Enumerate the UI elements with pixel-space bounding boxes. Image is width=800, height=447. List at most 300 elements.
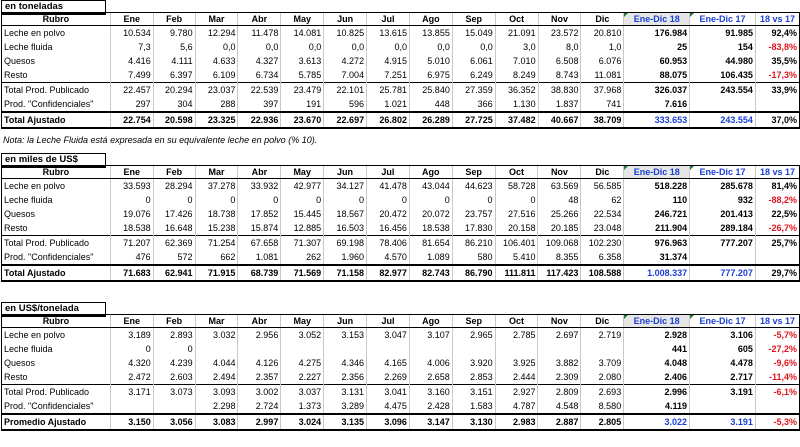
table-row <box>2 193 800 207</box>
cell-value: 4.548 <box>538 399 581 414</box>
cell-variation: -27,2% <box>755 342 799 356</box>
cell-value: 0,0 <box>409 40 452 54</box>
cell-value: 20.294 <box>153 83 195 98</box>
cell-value: 19.076 <box>110 207 153 221</box>
cell-value: 0 <box>195 193 238 207</box>
cell-value: 13.855 <box>409 26 452 41</box>
cell-value: 16.648 <box>153 221 195 236</box>
cell-ytd-18: 4.119 <box>624 399 690 414</box>
cell-value: 2.965 <box>452 328 495 343</box>
cell-value: 2.785 <box>495 328 538 343</box>
cell-ytd-17: 44.980 <box>690 54 756 68</box>
cell-value: 397 <box>238 97 281 112</box>
column-header: Nov <box>538 13 581 26</box>
cell-ytd-18: 2.406 <box>624 370 690 385</box>
cell-value: 580 <box>452 250 495 265</box>
column-header: 18 vs 17 <box>755 315 799 328</box>
cell-value: 0,0 <box>452 40 495 54</box>
cell-value: 0 <box>452 193 495 207</box>
cell-variation: -88,2% <box>755 193 799 207</box>
cell-value: 7.251 <box>367 68 410 83</box>
cell-value: 71.915 <box>195 265 238 281</box>
cell-variation: 33,9% <box>755 83 799 98</box>
column-header: Ene <box>110 13 153 26</box>
cell-value: 10.534 <box>110 26 153 41</box>
row-label: Leche en polvo <box>2 26 111 41</box>
cell-variation: 22,5% <box>755 207 799 221</box>
table-row <box>2 342 800 356</box>
cell-value: 2.227 <box>281 370 324 385</box>
cell-value: 0,0 <box>324 40 367 54</box>
cell-value: 36.352 <box>495 83 538 98</box>
cell-value: 2.603 <box>153 370 195 385</box>
cell-value: 14.081 <box>281 26 324 41</box>
column-header: Abr <box>238 315 281 328</box>
cell-value: 22.534 <box>581 207 624 221</box>
cell-value: 3.096 <box>367 414 410 430</box>
cell-value: 22.936 <box>238 112 281 128</box>
row-label: Resto <box>2 221 111 236</box>
cell-value: 6.734 <box>238 68 281 83</box>
cell-value: 3.920 <box>452 356 495 370</box>
cell-value: 20.598 <box>153 112 195 128</box>
cell-ytd-17: 154 <box>690 40 756 54</box>
cell-value: 8.743 <box>538 68 581 83</box>
cell-value: 3.160 <box>409 385 452 400</box>
cell-value: 67.658 <box>238 236 281 251</box>
cell-value: 111.811 <box>495 265 538 281</box>
column-header: Sep <box>452 315 495 328</box>
cell-value: 48 <box>538 193 581 207</box>
cell-value: 12.294 <box>195 26 238 41</box>
cell-value <box>367 342 410 356</box>
cell-value: 2.269 <box>367 370 410 385</box>
header-row <box>2 315 800 328</box>
cell-ytd-18: 25 <box>624 40 690 54</box>
cell-value: 3.002 <box>238 385 281 400</box>
cell-ytd-18: 211.904 <box>624 221 690 236</box>
cell-value: 58.728 <box>495 179 538 194</box>
table-row <box>2 236 800 251</box>
cell-value: 2.298 <box>195 399 238 414</box>
cell-ytd-17: 285.678 <box>690 179 756 194</box>
cell-variation: -6,1% <box>755 385 799 400</box>
cell-value: 3.130 <box>452 414 495 430</box>
cell-ytd-17 <box>690 97 756 112</box>
table-row <box>2 250 800 265</box>
cell-value: 6.109 <box>195 68 238 83</box>
cell-value: 2.494 <box>195 370 238 385</box>
cell-value: 7.004 <box>324 68 367 83</box>
cell-value: 0 <box>324 193 367 207</box>
cell-value: 3.032 <box>195 328 238 343</box>
cell-ytd-17: 605 <box>690 342 756 356</box>
cell-value: 71.307 <box>281 236 324 251</box>
cell-value: 21.091 <box>495 26 538 41</box>
cell-value: 71.683 <box>110 265 153 281</box>
row-label: Leche fluida <box>2 193 111 207</box>
cell-value: 34.127 <box>324 179 367 194</box>
cell-ytd-17: 2.717 <box>690 370 756 385</box>
column-header: Dic <box>581 13 624 26</box>
cell-value: 2.853 <box>452 370 495 385</box>
cell-value: 38.830 <box>538 83 581 98</box>
cell-value: 0,0 <box>195 40 238 54</box>
cell-value: 2.983 <box>495 414 538 430</box>
cell-value: 3.151 <box>452 385 495 400</box>
cell-value: 3,0 <box>495 40 538 54</box>
column-header: May <box>281 166 324 179</box>
cell-value: 4.787 <box>495 399 538 414</box>
cell-value: 37.482 <box>495 112 538 128</box>
column-header: Sep <box>452 13 495 26</box>
cell-value: 2.893 <box>153 328 195 343</box>
cell-value: 28.294 <box>153 179 195 194</box>
cell-ytd-18: 976.963 <box>624 236 690 251</box>
row-label: Leche fluida <box>2 342 111 356</box>
column-header: Ago <box>409 13 452 26</box>
cell-value: 8.355 <box>538 250 581 265</box>
cell-variation <box>755 399 799 414</box>
column-header: Jun <box>324 315 367 328</box>
cell-variation <box>755 97 799 112</box>
cell-value: 2.956 <box>238 328 281 343</box>
cell-value: 1.960 <box>324 250 367 265</box>
column-header: Jul <box>367 13 410 26</box>
cell-ytd-17: 201.413 <box>690 207 756 221</box>
cell-value: 4.111 <box>153 54 195 68</box>
cell-value: 10.825 <box>324 26 367 41</box>
cell-value: 4.006 <box>409 356 452 370</box>
cell-value: 27.516 <box>495 207 538 221</box>
header-row <box>2 166 800 179</box>
cell-value: 304 <box>153 97 195 112</box>
cell-value: 366 <box>452 97 495 112</box>
column-header: Rubro <box>2 166 111 179</box>
cell-value: 1.837 <box>538 97 581 112</box>
cell-value: 3.925 <box>495 356 538 370</box>
cell-value: 7.499 <box>110 68 153 83</box>
cell-ytd-18: 110 <box>624 193 690 207</box>
cell-value: 102.230 <box>581 236 624 251</box>
column-header: May <box>281 13 324 26</box>
cell-variation: -5,3% <box>755 414 799 430</box>
cell-value <box>495 342 538 356</box>
cell-value: 662 <box>195 250 238 265</box>
cell-variation: 29,7% <box>755 265 799 281</box>
cell-ytd-18: 2.928 <box>624 328 690 343</box>
cell-value: 2.444 <box>495 370 538 385</box>
cell-value: 15.049 <box>452 26 495 41</box>
column-header: Jun <box>324 166 367 179</box>
cell-value: 82.743 <box>409 265 452 281</box>
cell-value: 16.456 <box>366 221 409 236</box>
cell-value: 4.239 <box>153 356 195 370</box>
column-header: Nov <box>538 315 581 328</box>
cell-value: 22.457 <box>110 83 153 98</box>
cell-value: 0 <box>495 193 538 207</box>
column-header: Ene-Dic 18 <box>624 13 690 26</box>
column-header: May <box>281 315 324 328</box>
cell-value: 12.885 <box>281 221 324 236</box>
row-label: Leche fluida <box>2 40 111 54</box>
cell-value: 3.135 <box>324 414 367 430</box>
cell-ytd-17 <box>690 399 756 414</box>
cell-value: 3.153 <box>324 328 367 343</box>
cell-value: 86.210 <box>452 236 495 251</box>
cell-value: 4.320 <box>110 356 153 370</box>
cell-value: 62 <box>581 193 624 207</box>
cell-value: 2.357 <box>238 370 281 385</box>
cell-value <box>153 399 195 414</box>
cell-variation <box>755 250 799 265</box>
cell-value: 13.615 <box>367 26 410 41</box>
cell-value: 3.047 <box>367 328 410 343</box>
column-header: Rubro <box>2 13 111 26</box>
cell-value: 42.977 <box>281 179 324 194</box>
cell-value: 3.107 <box>409 328 452 343</box>
cell-value: 448 <box>409 97 452 112</box>
cell-value: 86.790 <box>452 265 495 281</box>
row-label: Quesos <box>2 356 111 370</box>
cell-value: 82.977 <box>366 265 409 281</box>
cell-value: 3.073 <box>153 385 195 400</box>
table-row <box>2 83 800 98</box>
cell-value: 6.076 <box>581 54 624 68</box>
cell-value: 11.478 <box>238 26 281 41</box>
cell-value: 33.932 <box>238 179 281 194</box>
cell-value: 3.709 <box>581 356 624 370</box>
cell-value: 117.423 <box>538 265 581 281</box>
row-label: Leche en polvo <box>2 328 111 343</box>
cell-value: 3.052 <box>281 328 324 343</box>
cell-value: 20.472 <box>366 207 409 221</box>
row-label: Leche en polvo <box>2 179 111 194</box>
cell-value: 20.158 <box>495 221 538 236</box>
cell-value: 0 <box>409 193 452 207</box>
cell-variation: -83,8% <box>755 40 799 54</box>
cell-value: 109.068 <box>538 236 581 251</box>
cell-variation: 25,7% <box>755 236 799 251</box>
cell-value: 38.709 <box>581 112 624 128</box>
cell-value: 71.254 <box>195 236 238 251</box>
column-header: Ene-Dic 18 <box>624 315 690 328</box>
cell-value: 1,0 <box>581 40 624 54</box>
cell-value: 6.249 <box>452 68 495 83</box>
cell-value: 4.416 <box>110 54 153 68</box>
cell-value: 62.369 <box>153 236 195 251</box>
cell-ytd-18: 3.022 <box>624 414 690 430</box>
cell-value: 15.874 <box>238 221 281 236</box>
cell-ytd-17: 4.478 <box>690 356 756 370</box>
cell-value: 23.572 <box>538 26 581 41</box>
cell-ytd-18: 4.048 <box>624 356 690 370</box>
row-label: Total Prod. Publicado <box>2 83 111 98</box>
cell-value: 6.358 <box>581 250 624 265</box>
cell-value: 8.580 <box>581 399 624 414</box>
column-header: Ene <box>110 166 153 179</box>
cell-value: 3.083 <box>195 414 238 430</box>
cell-value: 16.503 <box>324 221 367 236</box>
cell-ytd-17: 932 <box>690 193 756 207</box>
column-header: Jul <box>367 315 410 328</box>
cell-value: 20.810 <box>581 26 624 41</box>
cell-value: 23.479 <box>281 83 324 98</box>
cell-value: 37.278 <box>195 179 238 194</box>
cell-value: 0 <box>110 193 153 207</box>
cell-value: 68.739 <box>238 265 281 281</box>
cell-value: 3.056 <box>153 414 195 430</box>
row-label: Total Ajustado <box>2 112 111 128</box>
data-table <box>1 12 800 129</box>
cell-value: 18.538 <box>409 221 452 236</box>
cell-value: 44.623 <box>452 179 495 194</box>
cell-ytd-17: 3.106 <box>690 328 756 343</box>
cell-value: 9.780 <box>153 26 195 41</box>
cell-value: 1.373 <box>281 399 324 414</box>
section-title: en US$/tonelada <box>1 302 106 317</box>
cell-value: 26.289 <box>409 112 452 128</box>
cell-value: 2.927 <box>495 385 538 400</box>
cell-value: 297 <box>110 97 153 112</box>
cell-value: 63.569 <box>538 179 581 194</box>
cell-value: 0 <box>153 342 195 356</box>
cell-ytd-17: 289.184 <box>690 221 756 236</box>
cell-value <box>195 342 238 356</box>
column-header: Ene <box>110 315 153 328</box>
cell-ytd-18: 31.374 <box>624 250 690 265</box>
cell-value: 23.670 <box>281 112 324 128</box>
column-header: Oct <box>495 13 538 26</box>
cell-ytd-18: 518.228 <box>624 179 690 194</box>
column-header: Ago <box>409 166 452 179</box>
cell-value: 5.785 <box>281 68 324 83</box>
cell-value: 3.093 <box>195 385 238 400</box>
cell-value: 11.081 <box>581 68 624 83</box>
row-label: Quesos <box>2 207 111 221</box>
cell-value: 18.738 <box>195 207 238 221</box>
cell-value: 78.406 <box>366 236 409 251</box>
table-row <box>2 179 800 194</box>
cell-ytd-17: 3.191 <box>690 385 756 400</box>
column-header: Oct <box>495 166 538 179</box>
cell-value <box>324 342 367 356</box>
column-header: 18 vs 17 <box>755 166 799 179</box>
table-row <box>2 385 800 400</box>
row-label: Resto <box>2 370 111 385</box>
section-title: en toneladas <box>1 0 106 15</box>
cell-value: 2.719 <box>581 328 624 343</box>
cell-value <box>281 342 324 356</box>
cell-value: 17.830 <box>452 221 495 236</box>
cell-variation: -9,6% <box>755 356 799 370</box>
column-header: Mar <box>195 315 238 328</box>
table-row <box>2 370 800 385</box>
cell-value: 23.037 <box>195 83 238 98</box>
cell-value: 3.289 <box>324 399 367 414</box>
table-row <box>2 54 800 68</box>
cell-value: 4.570 <box>366 250 409 265</box>
cell-value: 22.754 <box>110 112 153 128</box>
column-header: Ene-Dic 18 <box>624 166 690 179</box>
cell-value: 191 <box>281 97 324 112</box>
column-header: Mar <box>195 13 238 26</box>
cell-variation: -26,7% <box>755 221 799 236</box>
column-header: Dic <box>581 166 624 179</box>
cell-value: 0,0 <box>367 40 410 54</box>
cell-value <box>581 342 624 356</box>
cell-variation: 81,4% <box>755 179 799 194</box>
table-row <box>2 356 800 370</box>
cell-value <box>110 399 153 414</box>
cell-value: 2.472 <box>110 370 153 385</box>
column-header: Sep <box>452 166 495 179</box>
cell-variation: 92,4% <box>755 26 799 41</box>
cell-value: 6.397 <box>153 68 195 83</box>
cell-value: 25.266 <box>538 207 581 221</box>
cell-ytd-18: 1.008.337 <box>624 265 690 281</box>
column-header: Feb <box>153 315 195 328</box>
cell-value: 26.802 <box>367 112 410 128</box>
cell-value: 3.189 <box>110 328 153 343</box>
cell-value: 15.238 <box>195 221 238 236</box>
table-row <box>2 399 800 414</box>
table-row <box>2 68 800 83</box>
row-label: Prod. "Confidenciales" <box>2 97 111 112</box>
column-header: Rubro <box>2 315 111 328</box>
cell-value: 20.185 <box>538 221 581 236</box>
cell-value: 3.024 <box>281 414 324 430</box>
row-label: Promedio Ajustado <box>2 414 111 430</box>
row-label: Prod. "Confidenciales" <box>2 250 111 265</box>
cell-value: 0,0 <box>238 40 281 54</box>
cell-value: 3.882 <box>538 356 581 370</box>
cell-value: 4.272 <box>324 54 367 68</box>
column-header: Jun <box>324 13 367 26</box>
column-header: Dic <box>581 315 624 328</box>
column-header: 18 vs 17 <box>755 13 799 26</box>
cell-ytd-17: 777.207 <box>690 236 756 251</box>
column-header: Mar <box>195 166 238 179</box>
cell-value <box>538 342 581 356</box>
cell-value: 3.171 <box>110 385 153 400</box>
cell-value: 23.757 <box>452 207 495 221</box>
cell-value: 5.410 <box>495 250 538 265</box>
cell-value: 1.021 <box>367 97 410 112</box>
cell-ytd-17 <box>690 250 756 265</box>
cell-value: 0 <box>153 193 195 207</box>
cell-value: 3.150 <box>110 414 153 430</box>
table-row <box>2 97 800 112</box>
cell-value: 17.426 <box>153 207 195 221</box>
cell-value: 0 <box>281 193 324 207</box>
cell-value: 2.697 <box>538 328 581 343</box>
column-header: Abr <box>238 13 281 26</box>
column-header: Feb <box>153 166 195 179</box>
cell-value: 3.131 <box>324 385 367 400</box>
section-title: en miles de US$ <box>1 153 106 168</box>
cell-value <box>452 342 495 356</box>
cell-ytd-17: 106.435 <box>690 68 756 83</box>
cell-value: 43.044 <box>409 179 452 194</box>
cell-value <box>409 342 452 356</box>
cell-value: 3.147 <box>409 414 452 430</box>
cell-value: 71.207 <box>110 236 153 251</box>
cell-value: 23.048 <box>581 221 624 236</box>
cell-value: 27.359 <box>452 83 495 98</box>
cell-value: 2.997 <box>238 414 281 430</box>
cell-value: 0 <box>366 193 409 207</box>
